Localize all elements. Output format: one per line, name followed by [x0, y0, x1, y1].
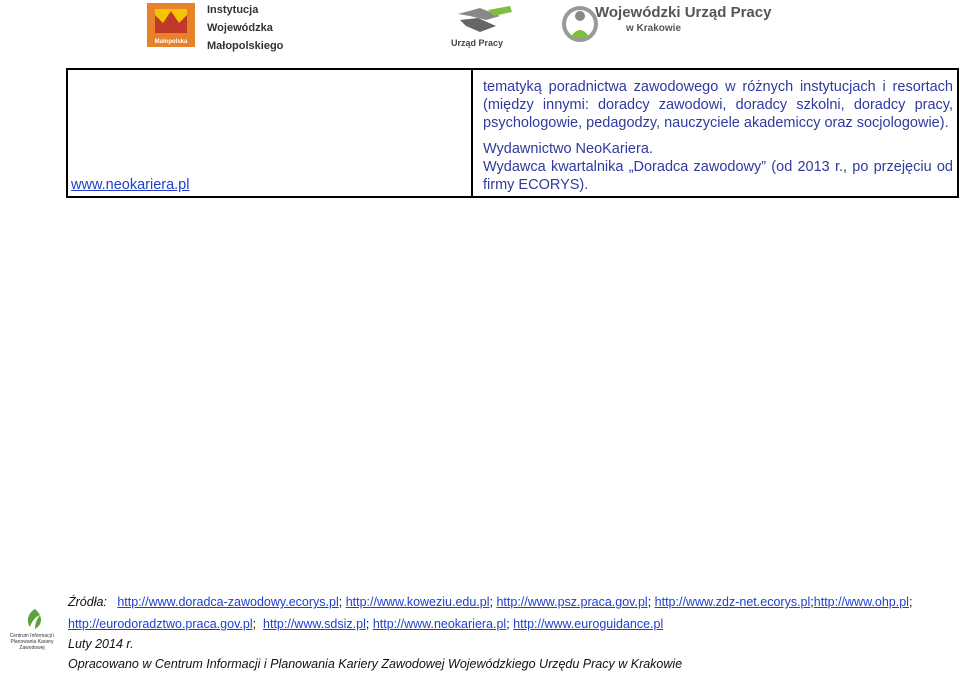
sources-line-1: Źródła: http://www.doradca-zawodowy.ecorys.pl; http://www.koweziu.edu.pl; http://www.psz.praca.gov.pl; http://www.zdz-net.ecorys.pl;http://www.ohp.pl;: [68, 595, 913, 609]
info-table: [66, 68, 959, 198]
sources-line-2: http://eurodoradztwo.praca.gov.pl; http://www.sdsiz.pl; http://www.neokariera.pl; http://www.euroguidance.pl: [68, 617, 664, 631]
institution-name: [207, 1, 283, 55]
ciz-logo: [2, 607, 62, 651]
sources-label: Źródła:: [68, 595, 107, 609]
description-paragraph-3: Wydawca kwartalnika „Doradca zawodowy” (od 2013 r., po przejęciu od firmy ECORYS).: [483, 159, 953, 193]
source-link[interactable]: http://www.ohp.pl: [813, 595, 909, 609]
institution-line-3: Małopolskiego: [207, 40, 284, 52]
ciz-logo-text: Centrum Informacji i Planowania Kariery Zawodowej: [9, 633, 55, 651]
footer-note: Opracowano w Centrum Informacji i Planowania Kariery Zawodowej Wojewódzkiego Urzędu Pracy w Krakowie: [68, 657, 683, 671]
table-row: [67, 69, 958, 197]
description-cell: [472, 69, 958, 197]
document-date: Luty 2014 r.: [68, 637, 134, 651]
wup-logo-icon: [562, 4, 598, 44]
neokariera-link[interactable]: www.neokariera.pl: [71, 177, 190, 193]
description-paragraph-1: tematyką poradnictwa zawodowego w różnych instytucjach i resortach (między innymi: doradcy zawodowi, doradcy szkolni, doradcy pracy, psychologowie, pedagodzy, nauczyciele akademiccy oraz socjologowie).: [483, 79, 953, 131]
source-link[interactable]: http://www.neokariera.pl: [372, 617, 507, 631]
link-cell: [67, 69, 472, 197]
wup-subtitle: w Krakowie: [626, 23, 682, 34]
source-link[interactable]: http://www.koweziu.edu.pl: [345, 595, 490, 609]
source-link[interactable]: http://www.zdz-net.ecorys.pl: [654, 595, 811, 609]
malopolska-logo-icon: [147, 3, 195, 47]
institution-line-1: Instytucja: [207, 4, 259, 16]
header-logos: [0, 0, 960, 60]
source-link[interactable]: http://www.sdsiz.pl: [263, 617, 366, 631]
ciz-logo-icon: [22, 607, 48, 631]
source-link[interactable]: http://www.euroguidance.pl: [513, 617, 664, 631]
wup-title: Wojewódzki Urząd Pracy: [595, 4, 772, 21]
source-link[interactable]: http://eurodoradztwo.praca.gov.pl: [68, 617, 253, 631]
description-paragraph-2: Wydawnictwo NeoKariera.: [483, 141, 653, 157]
urzad-pracy-label: Urząd Pracy: [451, 38, 504, 48]
institution-line-2: Wojewódzka: [207, 22, 273, 34]
source-link[interactable]: http://www.doradca-zawodowy.ecorys.pl: [117, 595, 339, 609]
sources-block: [68, 591, 958, 635]
source-link[interactable]: http://www.psz.praca.gov.pl: [496, 595, 648, 609]
malopolska-label: Małopolska: [154, 39, 188, 45]
